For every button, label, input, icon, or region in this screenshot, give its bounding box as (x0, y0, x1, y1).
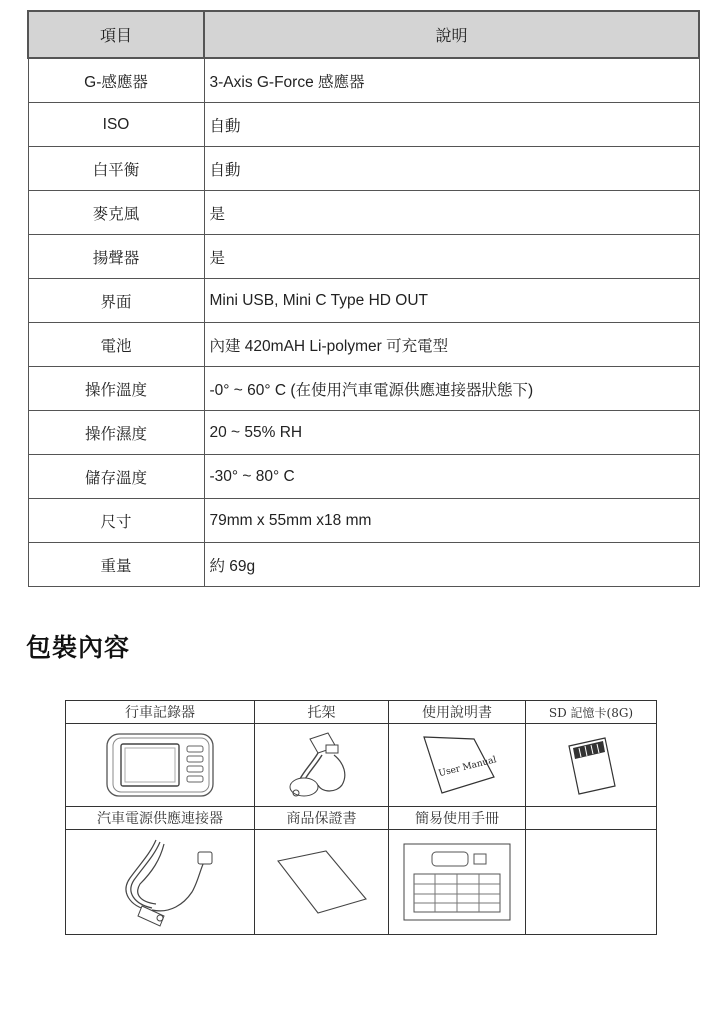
car-charger-cell (66, 830, 255, 935)
sd-card-illustration (561, 732, 621, 798)
table-row (28, 147, 699, 191)
header-item: 項目 (28, 11, 204, 58)
table-row (28, 367, 699, 411)
spec-desc: Mini USB, Mini C Type HD OUT (204, 279, 699, 323)
sd-card-cell (526, 724, 657, 807)
header-description: 說明 (204, 11, 699, 58)
table-row (28, 103, 699, 147)
warranty-cell (255, 830, 389, 935)
spec-header-row (28, 11, 699, 58)
manual-cell (389, 724, 526, 807)
spec-desc: 是 (204, 235, 699, 279)
table-row (28, 455, 699, 499)
package-label: 商品保證書 (255, 807, 389, 830)
bracket-mount-illustration (282, 727, 362, 803)
spec-desc: 是 (204, 191, 699, 235)
package-image-row (66, 724, 657, 807)
table-row (28, 411, 699, 455)
spec-desc: 3-Axis G-Force 感應器 (204, 58, 699, 103)
spec-item: 麥克風 (28, 191, 204, 235)
spec-item: 操作濕度 (28, 411, 204, 455)
spec-item: 白平衡 (28, 147, 204, 191)
empty-cell (526, 830, 657, 935)
spec-item: 尺寸 (28, 499, 204, 543)
spec-item: 儲存溫度 (28, 455, 204, 499)
package-label: 行車記錄器 (66, 701, 255, 724)
spec-item: 界面 (28, 279, 204, 323)
spec-item: 揚聲器 (28, 235, 204, 279)
package-label-row (66, 807, 657, 830)
table-row (28, 279, 699, 323)
spec-item: 電池 (28, 323, 204, 367)
spec-desc: 20 ~ 55% RH (204, 411, 699, 455)
package-image-row (66, 830, 657, 935)
table-row (28, 499, 699, 543)
dashcam-illustration (105, 732, 215, 798)
package-label-empty (526, 807, 657, 830)
car-charger-illustration (100, 834, 220, 930)
warranty-card-illustration (272, 847, 372, 917)
spec-item: ISO (28, 103, 204, 147)
table-row (28, 235, 699, 279)
table-row (28, 58, 699, 103)
mount-cell (255, 724, 389, 807)
spec-desc: -30° ~ 80° C (204, 455, 699, 499)
table-row (28, 191, 699, 235)
dashcam-cell (66, 724, 255, 807)
spec-table (27, 10, 700, 587)
quick-guide-illustration (402, 842, 512, 922)
spec-desc: 內建 420mAH Li-polymer 可充電型 (204, 323, 699, 367)
manual-cover-text: User Manual (437, 755, 498, 780)
package-label: 托架 (255, 701, 389, 724)
spec-item: 重量 (28, 543, 204, 587)
spec-desc: 79mm x 55mm x18 mm (204, 499, 699, 543)
package-label-row (66, 701, 657, 724)
package-label: 使用說明書 (389, 701, 526, 724)
user-manual-illustration (412, 733, 502, 797)
spec-desc: 自動 (204, 103, 699, 147)
table-row (28, 543, 699, 587)
spec-desc: 約 69g (204, 543, 699, 587)
table-row (28, 323, 699, 367)
package-label: 簡易使用手冊 (389, 807, 526, 830)
spec-desc: 自動 (204, 147, 699, 191)
quick-guide-cell (389, 830, 526, 935)
package-label: 汽車電源供應連接器 (66, 807, 255, 830)
spec-item: G-感應器 (28, 58, 204, 103)
package-contents-heading: 包裝內容 (26, 633, 131, 662)
package-table (65, 700, 657, 935)
package-label: SD 記憶卡(8G) (526, 701, 657, 724)
spec-item: 操作溫度 (28, 367, 204, 411)
spec-desc: -0° ~ 60° C (在使用汽車電源供應連接器狀態下) (204, 367, 699, 411)
